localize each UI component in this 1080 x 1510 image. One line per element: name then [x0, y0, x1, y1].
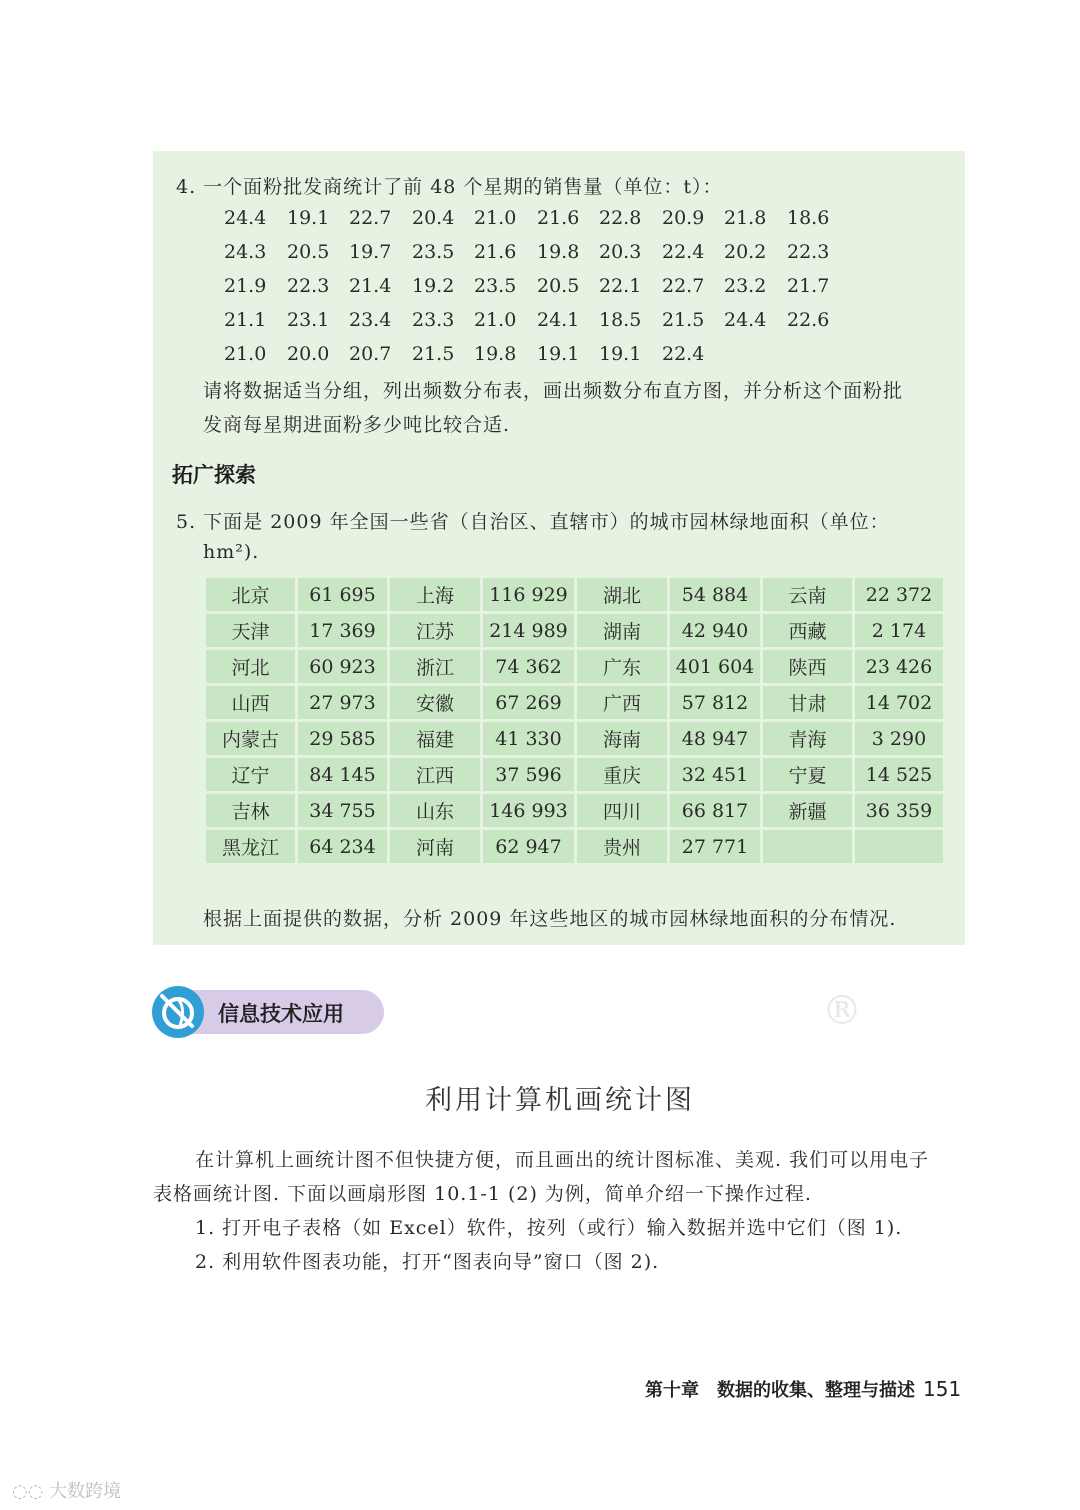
area-cell: 146 993 [482, 793, 576, 829]
area-cell: 64 234 [297, 829, 389, 865]
area-cell: 34 755 [297, 793, 389, 829]
area-cell: 22 372 [854, 577, 945, 613]
green-area-table [203, 575, 946, 866]
data-value: 22.3 [287, 275, 330, 297]
data-value: 21.5 [412, 343, 455, 365]
area-cell: 67 269 [482, 685, 576, 721]
area-cell: 14 702 [854, 685, 945, 721]
data-value: 21.0 [224, 343, 267, 365]
data-value: 22.8 [599, 207, 642, 229]
data-value: 19.8 [474, 343, 517, 365]
region-cell: 广西 [576, 685, 669, 721]
data-value: 21.1 [224, 309, 267, 331]
data-value: 19.2 [412, 275, 455, 297]
region-cell: 陕西 [762, 649, 854, 685]
data-value: 21.6 [474, 241, 517, 263]
region-cell: 上海 [389, 577, 482, 613]
table-row [205, 613, 945, 649]
area-cell: 66 817 [669, 793, 762, 829]
data-value: 21.0 [474, 309, 517, 331]
region-cell: 安徽 [389, 685, 482, 721]
data-value: 20.2 [724, 241, 767, 263]
region-cell: 黑龙江 [205, 829, 297, 865]
exercise-4-instruction-1: 请将数据适当分组，列出频数分布表，画出频数分布直方图，并分析这个面粉批 [203, 380, 904, 402]
region-cell: 内蒙古 [205, 721, 297, 757]
data-value: 19.1 [537, 343, 580, 365]
region-cell: 吉林 [205, 793, 297, 829]
page-number: 151 [923, 1377, 962, 1401]
area-cell: 14 525 [854, 757, 945, 793]
data-value: 18.6 [787, 207, 830, 229]
data-value: 19.1 [287, 207, 330, 229]
region-cell: 西藏 [762, 613, 854, 649]
region-cell: 江苏 [389, 613, 482, 649]
area-cell: 36 359 [854, 793, 945, 829]
article-step-1: 1. 打开电子表格（如 Excel）软件，按列（或行）输入数据并选中它们（图 1). [195, 1217, 903, 1239]
info-tech-badge [152, 986, 384, 1038]
data-value: 21.8 [724, 207, 767, 229]
area-cell: 61 695 [297, 577, 389, 613]
registered-mark: ® [822, 988, 862, 1034]
exercise-5-title-1: 5. 下面是 2009 年全国一些省（自治区、直辖市）的城市园林绿地面积（单位： [176, 511, 890, 533]
table-row [205, 685, 945, 721]
article-para-1-line-2: 表格画统计图. 下面以画扇形图 10.1-1 (2) 为例，简单介绍一下操作过程. [153, 1183, 812, 1205]
table-row [205, 757, 945, 793]
data-value: 23.5 [474, 275, 517, 297]
data-value: 22.7 [349, 207, 392, 229]
region-cell: 河南 [389, 829, 482, 865]
data-value: 20.9 [662, 207, 705, 229]
data-value: 22.3 [787, 241, 830, 263]
data-value: 21.4 [349, 275, 392, 297]
region-cell: 天津 [205, 613, 297, 649]
data-value: 19.1 [599, 343, 642, 365]
area-cell: 29 585 [297, 721, 389, 757]
region-cell: 山西 [205, 685, 297, 721]
badge-label: 信息技术应用 [218, 1002, 344, 1026]
area-cell: 214 989 [482, 613, 576, 649]
data-value: 22.4 [662, 241, 705, 263]
area-cell: 42 940 [669, 613, 762, 649]
region-cell: 海南 [576, 721, 669, 757]
area-cell: 57 812 [669, 685, 762, 721]
section-heading: 拓广探索 [172, 463, 256, 487]
area-cell: 401 604 [669, 649, 762, 685]
area-cell: 32 451 [669, 757, 762, 793]
data-value: 21.5 [662, 309, 705, 331]
area-cell: 27 973 [297, 685, 389, 721]
data-value: 22.7 [662, 275, 705, 297]
area-cell: 41 330 [482, 721, 576, 757]
region-cell: 广东 [576, 649, 669, 685]
area-cell: 2 174 [854, 613, 945, 649]
exercise-4-instruction-2: 发商每星期进面粉多少吨比较合适. [203, 414, 511, 436]
data-value: 23.1 [287, 309, 330, 331]
page-footer [645, 1376, 961, 1402]
data-value: 20.3 [599, 241, 642, 263]
exercise-4-title: 4. 一个面粉批发商统计了前 48 个星期的销售量（单位：t）： [176, 176, 723, 198]
region-cell [762, 829, 854, 865]
data-value: 20.5 [537, 275, 580, 297]
data-value: 21.6 [537, 207, 580, 229]
data-value: 20.4 [412, 207, 455, 229]
exercise-5-title-2: hm²). [203, 541, 260, 563]
region-cell: 云南 [762, 577, 854, 613]
region-cell: 甘肃 [762, 685, 854, 721]
region-cell: 北京 [205, 577, 297, 613]
chapter-label: 第十章 数据的收集、整理与描述 [645, 1380, 915, 1401]
region-cell: 浙江 [389, 649, 482, 685]
article-step-2: 2. 利用软件图表功能，打开“图表向导”窗口（图 2). [195, 1251, 660, 1273]
region-cell: 贵州 [576, 829, 669, 865]
area-cell: 84 145 [297, 757, 389, 793]
area-cell: 23 426 [854, 649, 945, 685]
region-cell: 新疆 [762, 793, 854, 829]
data-value: 18.5 [599, 309, 642, 331]
data-value: 24.4 [724, 309, 767, 331]
area-cell: 3 290 [854, 721, 945, 757]
data-value: 24.1 [537, 309, 580, 331]
area-cell: 116 929 [482, 577, 576, 613]
table-row [205, 577, 945, 613]
region-cell: 湖北 [576, 577, 669, 613]
data-value: 21.7 [787, 275, 830, 297]
corner-logo-icon: ◌◌ [12, 1481, 44, 1502]
table-row [205, 721, 945, 757]
area-cell: 74 362 [482, 649, 576, 685]
region-cell: 重庆 [576, 757, 669, 793]
region-cell: 青海 [762, 721, 854, 757]
region-cell: 山东 [389, 793, 482, 829]
data-value: 23.5 [412, 241, 455, 263]
region-cell: 河北 [205, 649, 297, 685]
region-cell: 辽宁 [205, 757, 297, 793]
badge-logo-icon [152, 986, 204, 1038]
region-cell: 宁夏 [762, 757, 854, 793]
data-value: 20.7 [349, 343, 392, 365]
area-cell: 62 947 [482, 829, 576, 865]
data-value: 19.7 [349, 241, 392, 263]
article-title: 利用计算机画统计图 [425, 1085, 695, 1116]
area-cell: 27 771 [669, 829, 762, 865]
data-value: 23.2 [724, 275, 767, 297]
area-cell: 17 369 [297, 613, 389, 649]
area-cell: 60 923 [297, 649, 389, 685]
table-row [205, 649, 945, 685]
corner-logo-text: 大数跨境 [49, 1481, 122, 1502]
data-value: 23.4 [349, 309, 392, 331]
data-value: 23.3 [412, 309, 455, 331]
data-value: 24.3 [224, 241, 267, 263]
region-cell: 江西 [389, 757, 482, 793]
data-value: 22.6 [787, 309, 830, 331]
data-value: 20.0 [287, 343, 330, 365]
data-value: 21.0 [474, 207, 517, 229]
area-cell: 54 884 [669, 577, 762, 613]
region-cell: 湖南 [576, 613, 669, 649]
data-value: 24.4 [224, 207, 267, 229]
data-value: 19.8 [537, 241, 580, 263]
exercise-5-analysis: 根据上面提供的数据，分析 2009 年这些地区的城市园林绿地面积的分布情况. [203, 908, 897, 930]
data-value: 22.4 [662, 343, 705, 365]
area-cell: 48 947 [669, 721, 762, 757]
data-value: 22.1 [599, 275, 642, 297]
data-value: 20.5 [287, 241, 330, 263]
table-row [205, 793, 945, 829]
table-row [205, 829, 945, 865]
corner-logo [12, 1477, 121, 1503]
region-cell: 四川 [576, 793, 669, 829]
region-cell: 福建 [389, 721, 482, 757]
data-value: 21.9 [224, 275, 267, 297]
area-cell: 37 596 [482, 757, 576, 793]
area-cell [854, 829, 945, 865]
article-para-1-line-1: 在计算机上画统计图不但快捷方便，而且画出的统计图标准、美观. 我们可以用电子 [195, 1149, 930, 1171]
